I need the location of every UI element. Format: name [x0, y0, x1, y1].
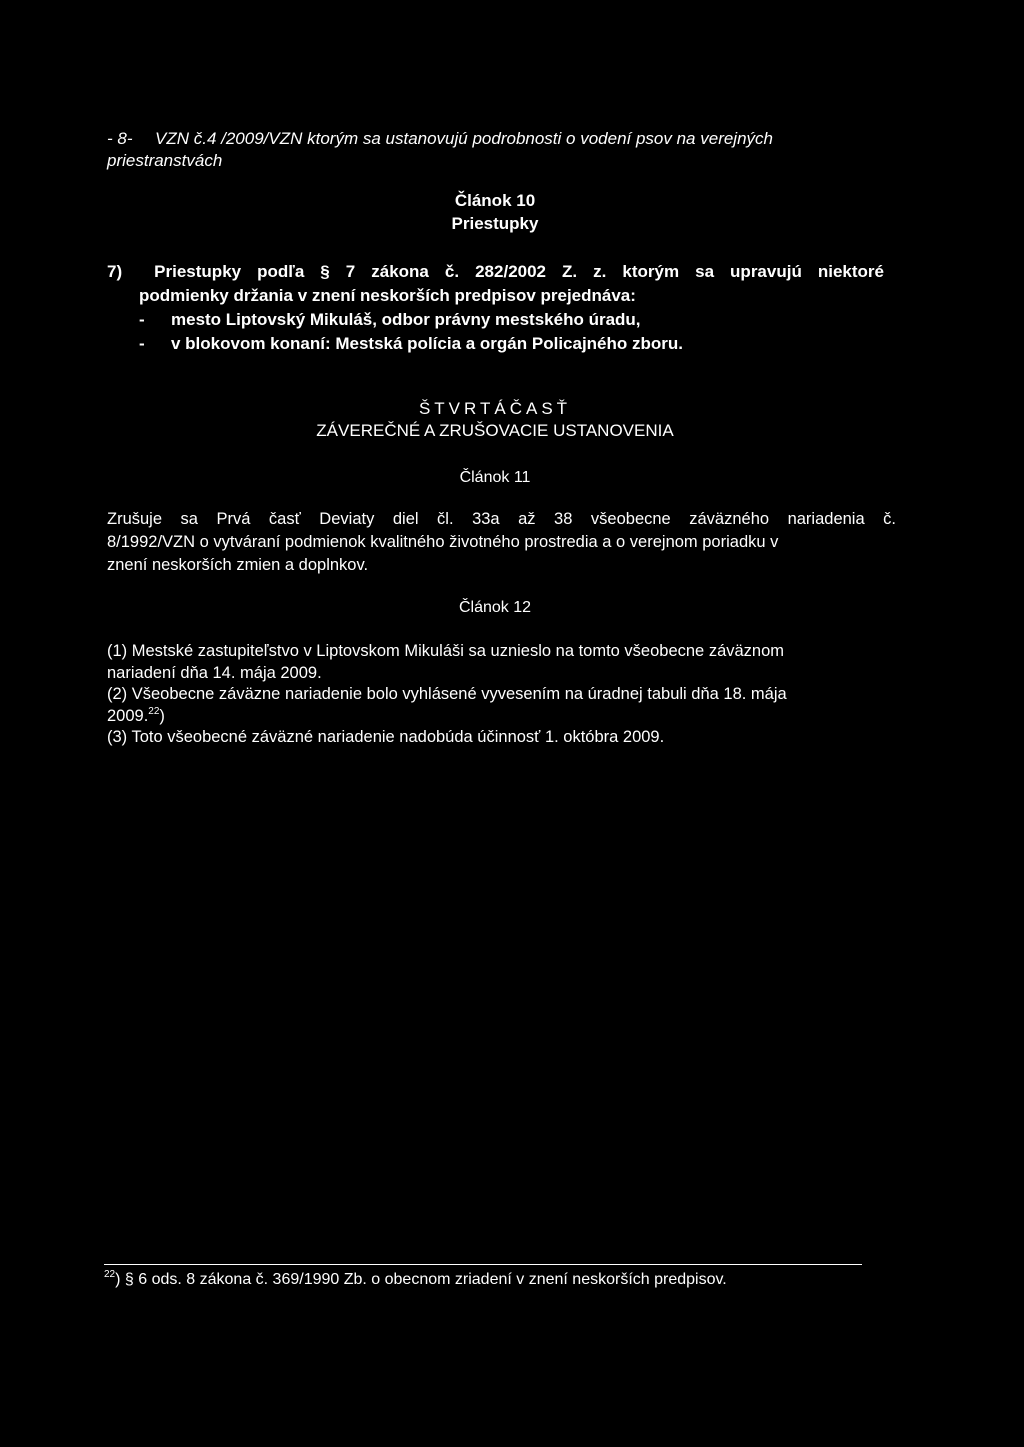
paragraph-line [107, 260, 884, 284]
article-10-paragraph [107, 260, 884, 356]
list-item [139, 308, 884, 332]
article-11-paragraph [107, 508, 896, 577]
dash-bullet: - [139, 334, 145, 353]
item-number: 7) [107, 262, 123, 281]
paragraph-line: Zrušuje sa Prvá časť Deviaty diel čl. 33a až 38 všeobecne záväzného nariadenia č. [107, 510, 896, 528]
footnote [104, 1270, 904, 1290]
paragraph-line: znení neskorších zmien a doplnkov. [107, 556, 369, 574]
page-header [107, 128, 927, 172]
paragraph-text: 2009. [107, 706, 149, 725]
paragraph-line: (1) Mestské zastupiteľstvo v Liptovskom Mikuláši sa uznieslo na tomto všeobecne záväznom [107, 642, 785, 660]
article-10-heading: Článok 10 [454, 191, 536, 210]
list-item [139, 332, 884, 356]
paragraph-line [107, 706, 897, 728]
article-10-heading-block [0, 189, 990, 235]
list-item-text: mesto Liptovský Mikuláš, odbor právny mestského úradu, [171, 310, 641, 329]
article-10-subheading: Priestupky [451, 214, 539, 233]
footnote-separator [104, 1264, 862, 1265]
dash-bullet: - [139, 310, 145, 329]
page-number: - 8- [107, 129, 133, 148]
paragraph-text: ) [159, 706, 165, 725]
part-subtitle: ZÁVEREČNÉ A ZRUŠOVACIE USTANOVENIA [316, 421, 674, 440]
paragraph-line: nariadení dňa 14. mája 2009. [107, 663, 322, 682]
paragraph-line: 8/1992/VZN o vytváraní podmienok kvalitného životného prostredia a o verejnom poriadku v [107, 533, 779, 551]
article-12-paragraphs [107, 641, 897, 749]
document-title: VZN č.4 /2009/VZN ktorým sa ustanovujú podrobnosti o vodení psov na verejných [155, 129, 773, 148]
paragraph-line: (2) Všeobecne záväzne nariadenie bolo vyhlásené vyvesením na úradnej tabuli dňa 18. mája [107, 685, 787, 703]
footnote-reference[interactable]: 22 [148, 705, 160, 717]
paragraph-line: podmienky držania v znení neskorších predpisov prejednáva: [139, 286, 636, 305]
paragraph-line: (3) Toto všeobecné záväzné nariadenie nadobúda účinnosť 1. októbra 2009. [107, 728, 665, 746]
document-title-continuation: priestranstvách [107, 151, 223, 170]
article-12-heading: Článok 12 [458, 599, 532, 616]
footnote-number: 22 [104, 1269, 116, 1280]
part-title: ŠTVRTÁČASŤ [418, 399, 572, 418]
list-item-text: v blokovom konaní: Mestská polícia a orgán Policajného zboru. [171, 334, 683, 353]
paragraph-text: Priestupky podľa § 7 zákona č. 282/2002 Z. z. ktorým sa upravujú niektoré [154, 262, 884, 281]
article-11-heading: Článok 11 [459, 469, 531, 486]
footnote-text: ) § 6 ods. 8 zákona č. 369/1990 Zb. o obecnom zriadení v znení neskorších predpisov. [115, 1271, 727, 1288]
